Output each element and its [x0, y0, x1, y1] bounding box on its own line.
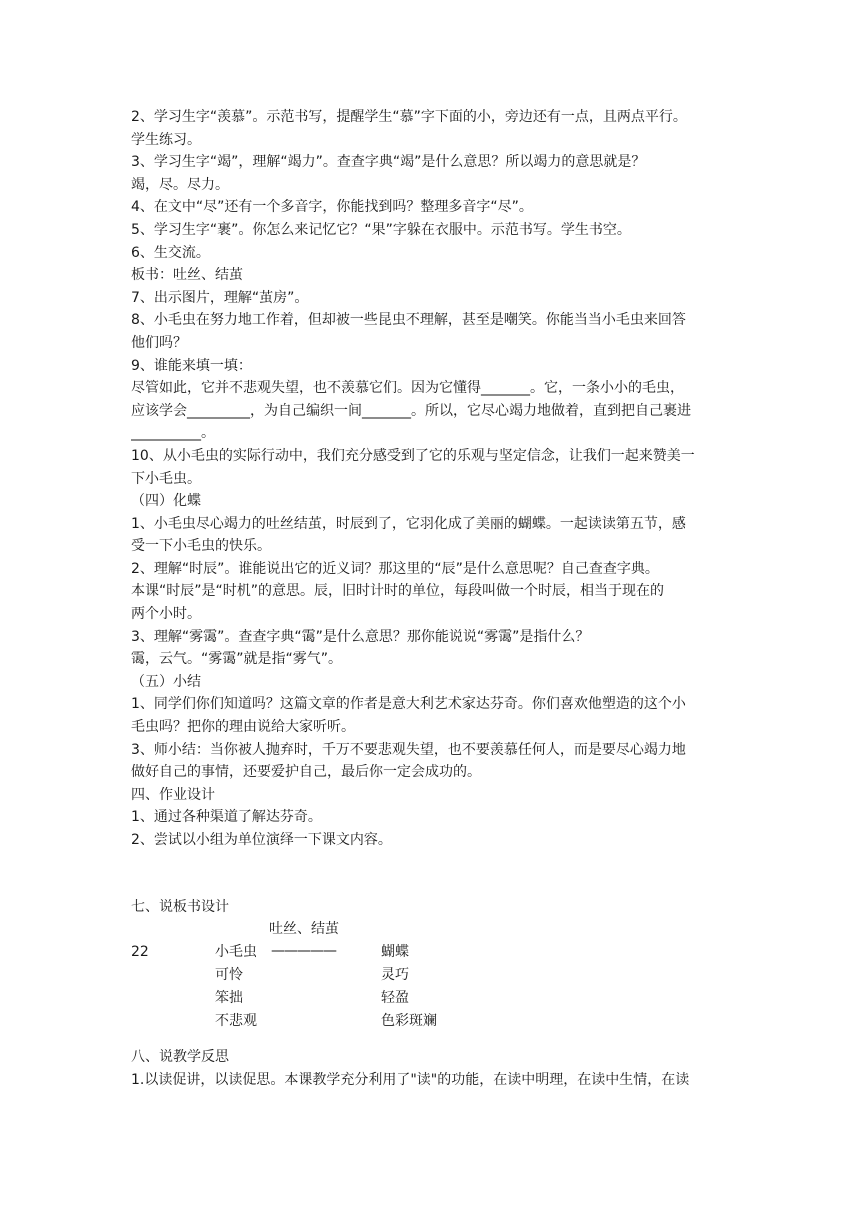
paragraph-line: 本课“时辰”是“时机”的意思。辰，旧时计时的单位，每段叫做一个时辰，相当于现在的: [131, 583, 665, 600]
board-right-2: 灵巧: [381, 967, 409, 984]
paragraph-line: 他们吗？: [131, 334, 187, 351]
board-dash: —————: [271, 943, 336, 960]
paragraph-line: 竭，尽。尽力。: [131, 176, 229, 193]
paragraph-line: 3、学习生字“竭”，理解“竭力”。查查字典“竭”是什么意思？所以竭力的意思就是？: [131, 154, 646, 171]
paragraph-line: 2、学习生字“羡慕”。示范书写，提醒学生“慕”字下面的小，旁边还有一点，且两点平行。: [131, 109, 687, 125]
paragraph-line: 1.以读促讲，以读促思。本课教学充分利用了"读"的功能，在读中明理，在读中生情，在读: [131, 1071, 690, 1088]
paragraph-line: 9、谁能来填一填：: [131, 357, 252, 374]
board-right-4: 色彩斑斓: [381, 1013, 437, 1030]
paragraph-line: 板书：吐丝、结茧: [131, 267, 243, 284]
board-left-1: 小毛虫: [215, 944, 257, 961]
paragraph-line: 10、从小毛虫的实际行动中，我们充分感受到了它的乐观与坚定信念，让我们一起来赞美一: [131, 447, 695, 464]
paragraph-line: 1、同学们你们知道吗？这篇文章的作者是意大利艺术家达芬奇。你们喜欢他塑造的这个小: [131, 696, 686, 713]
paragraph-line: 1、小毛虫尽心竭力的吐丝结茧，时辰到了，它羽化成了美丽的蝴蝶。一起读读第五节，感: [131, 515, 686, 532]
paragraph-line: 6、生交流。: [131, 244, 210, 261]
paragraph-line: 3、理解“雾霭”。查查字典“霭”是什么意思？那你能说说“雾霭”是指什么？: [131, 628, 590, 645]
paragraph-line: 5、学习生字“裹”。你怎么来记忆它？“果”字躲在衣服中。示范书写。学生书空。: [131, 221, 631, 238]
board-left-3: 笨拙: [215, 990, 243, 1007]
paragraph-line: 1、通过各种渠道了解达芬奇。: [131, 809, 322, 826]
paragraph-line: 4、在文中“尽”还有一个多音字，你能找到吗？整理多音字“尽”。: [131, 199, 533, 216]
section-heading: 八、说教学反思: [131, 1049, 229, 1066]
board-design: [131, 918, 739, 1030]
board-left-2: 可怜: [215, 967, 243, 984]
paragraph-line: 尽管如此，它并不悲观失望，也不羡慕它们。因为它懂得_______。它，一条小小的毛虫，: [131, 380, 684, 397]
paragraph-line: 毛虫吗？把你的理由说给大家听听。: [131, 719, 355, 736]
paragraph-line: 3、师小结：当你被人抛弃时，千万不要悲观失望，也不要羡慕任何人，而是要尽心竭力地: [131, 741, 686, 758]
paragraph-list: [131, 106, 739, 852]
section-heading: 七、说板书设计: [131, 898, 229, 915]
document-body: [131, 106, 739, 1091]
paragraph-line: （四）化蝶: [131, 493, 201, 510]
paragraph-line: （五）小结: [131, 673, 201, 690]
paragraph-line: 四、作业设计: [131, 786, 215, 803]
paragraph-line: 8、小毛虫在努力地工作着，但却被一些昆虫不理解，甚至是嘲笑。你能当当小毛虫来回答: [131, 312, 686, 329]
paragraph-line: 下小毛虫。: [131, 470, 201, 487]
board-number: 22: [131, 944, 149, 961]
board-top-label: 吐丝、结茧: [269, 921, 339, 938]
board-right-1: 蝴蝶: [381, 944, 409, 961]
paragraph-line: 7、出示图片，理解“茧房”。: [131, 289, 309, 306]
board-left-4: 不悲观: [215, 1013, 257, 1030]
paragraph-line: 霭，云气。“雾霭”就是指“雾气”。: [131, 651, 343, 668]
paragraph-line: 受一下小毛虫的快乐。: [131, 538, 271, 555]
paragraph-line: 两个小时。: [131, 606, 201, 623]
paragraph-line: 2、理解“时辰”。谁能说出它的近义词？那这里的“辰”是什么意思呢？自己查查字典。: [131, 560, 659, 577]
board-right-3: 轻盈: [381, 990, 409, 1007]
paragraph-line: 做好自己的事情，还要爱护自己，最后你一定会成功的。: [131, 764, 481, 781]
paragraph-line: 学生练习。: [131, 131, 201, 148]
paragraph-line: __________。: [131, 425, 215, 442]
paragraph-line: 2、尝试以小组为单位演绎一下课文内容。: [131, 832, 392, 848]
paragraph-line: 应该学会_________，为自己编织一间_______。所以，它尽心竭力地做着，直到把自己裹进: [131, 402, 691, 419]
